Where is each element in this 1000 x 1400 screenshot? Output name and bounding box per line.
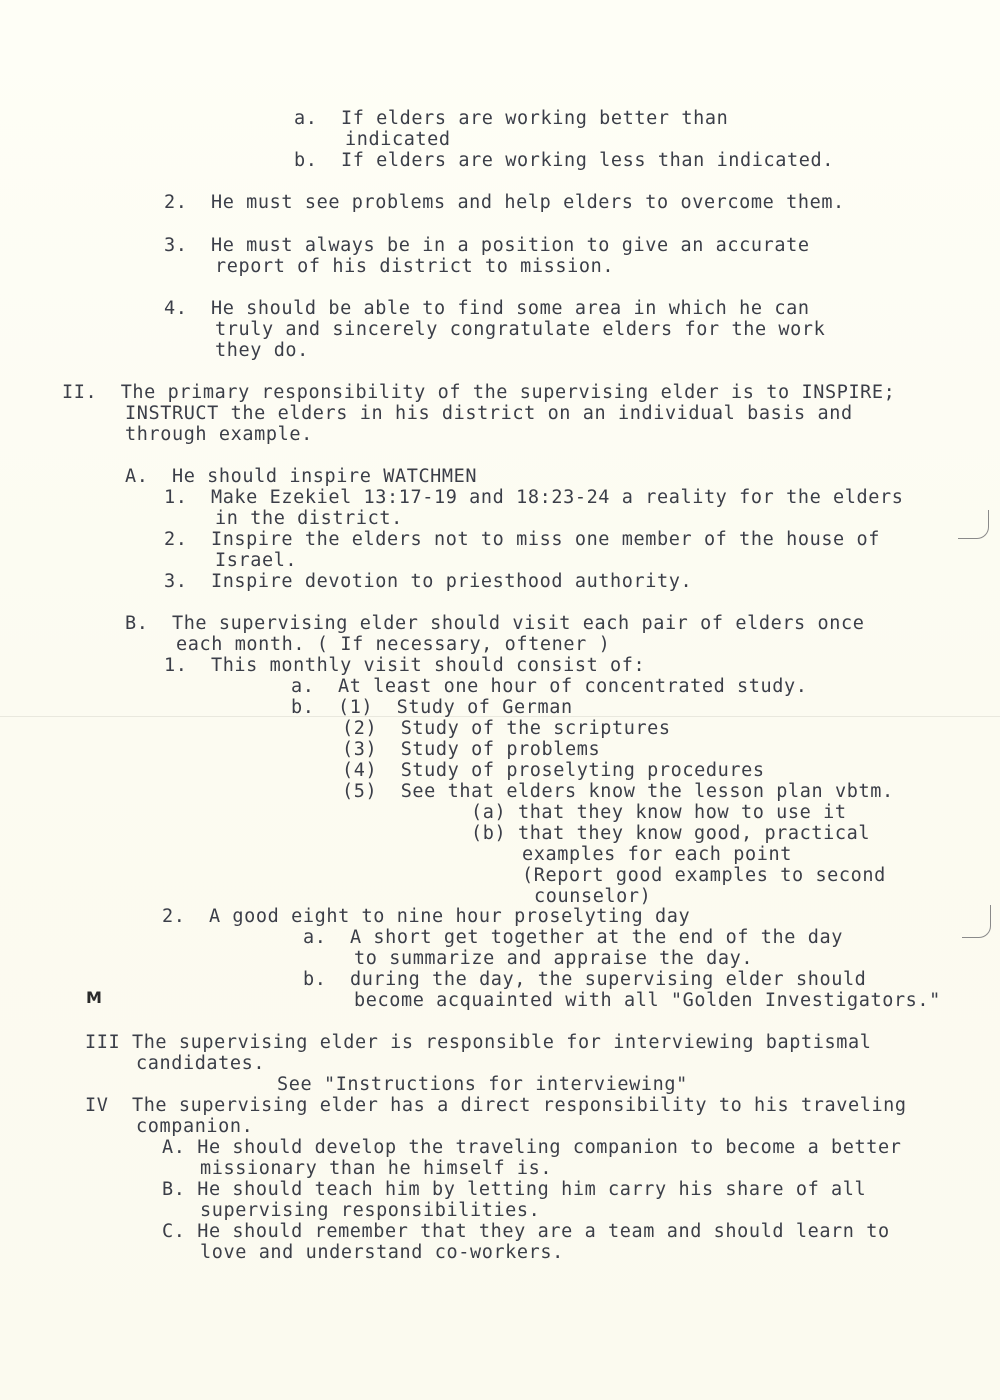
text-line: report of his district to mission. [215, 256, 615, 277]
text-line: 3. Inspire devotion to priesthood authority. [164, 571, 693, 592]
text-line: b. If elders are working less than indicated. [294, 150, 834, 171]
text-line: (b) that they know good, practical [471, 823, 871, 844]
pencil-curl-mark [962, 905, 991, 938]
text-line: (Report good examples to second [522, 865, 886, 886]
text-line: 2. Inspire the elders not to miss one member of the house of [164, 529, 881, 550]
text-line: A. He should inspire WATCHMEN [125, 466, 478, 487]
text-line: b. (1) Study of German [291, 697, 573, 718]
text-line: truly and sincerely congratulate elders for the work [215, 319, 826, 340]
text-line: a. A short get together at the end of the day [303, 927, 843, 948]
text-line: See "Instructions for interviewing" [277, 1074, 688, 1095]
text-line: through example. [125, 424, 313, 445]
section-heading-iv: IV The supervising elder has a direct responsibility to his traveling [85, 1095, 907, 1116]
text-line: 3. He must always be in a position to give an accurate [164, 235, 810, 256]
section-heading-iii: III The supervising elder is responsible for interviewing baptismal [85, 1032, 872, 1053]
text-line: (a) that they know how to use it [471, 802, 847, 823]
text-line: a. If elders are working better than [294, 108, 729, 129]
text-line: to summarize and appraise the day. [354, 948, 754, 969]
text-line: missionary than he himself is. [200, 1158, 553, 1179]
text-line: B. The supervising elder should visit each pair of elders once [125, 613, 865, 634]
text-line: love and understand co-workers. [200, 1242, 564, 1263]
text-line: each month. ( If necessary, oftener ) [176, 634, 611, 655]
text-line: 1. Make Ezekiel 13:17-19 and 18:23-24 a reality for the elders [164, 487, 904, 508]
text-line: indicated [345, 129, 451, 150]
text-line: (3) Study of problems [342, 739, 601, 760]
text-line: they do. [215, 340, 309, 361]
section-heading-ii: II. The primary responsibility of the supervising elder is to INSPIRE; [62, 382, 896, 403]
text-line: become acquainted with all "Golden Investigators." [354, 990, 941, 1011]
pencil-curl-mark [958, 510, 989, 539]
text-line: Israel. [215, 550, 298, 571]
text-line: 2. He must see problems and help elders to overcome them. [164, 192, 845, 213]
text-line: 4. He should be able to find some area in which he can [164, 298, 810, 319]
text-line: counselor) [534, 886, 652, 907]
text-line: (5) See that elders know the lesson plan vbtm. [342, 781, 894, 802]
text-line: candidates. [136, 1053, 266, 1074]
handwritten-margin-mark: M [86, 988, 103, 1007]
text-line: (4) Study of proselyting procedures [342, 760, 765, 781]
text-line: a. At least one hour of concentrated study. [291, 676, 808, 697]
text-line: 1. This monthly visit should consist of: [164, 655, 646, 676]
text-line: b. during the day, the supervising elder should [303, 969, 867, 990]
text-line: in the district. [215, 508, 403, 529]
text-line: C. He should remember that they are a team and should learn to [162, 1221, 890, 1242]
text-line: INSTRUCT the elders in his district on an individual basis and [125, 403, 853, 424]
text-line: 2. A good eight to nine hour proselyting day [162, 906, 691, 927]
text-line: A. He should develop the traveling companion to become a better [162, 1137, 902, 1158]
text-line: examples for each point [522, 844, 792, 865]
text-line: companion. [136, 1116, 254, 1137]
text-line: supervising responsibilities. [200, 1200, 541, 1221]
text-line: B. He should teach him by letting him carry his share of all [162, 1179, 867, 1200]
text-line: (2) Study of the scriptures [342, 718, 671, 739]
